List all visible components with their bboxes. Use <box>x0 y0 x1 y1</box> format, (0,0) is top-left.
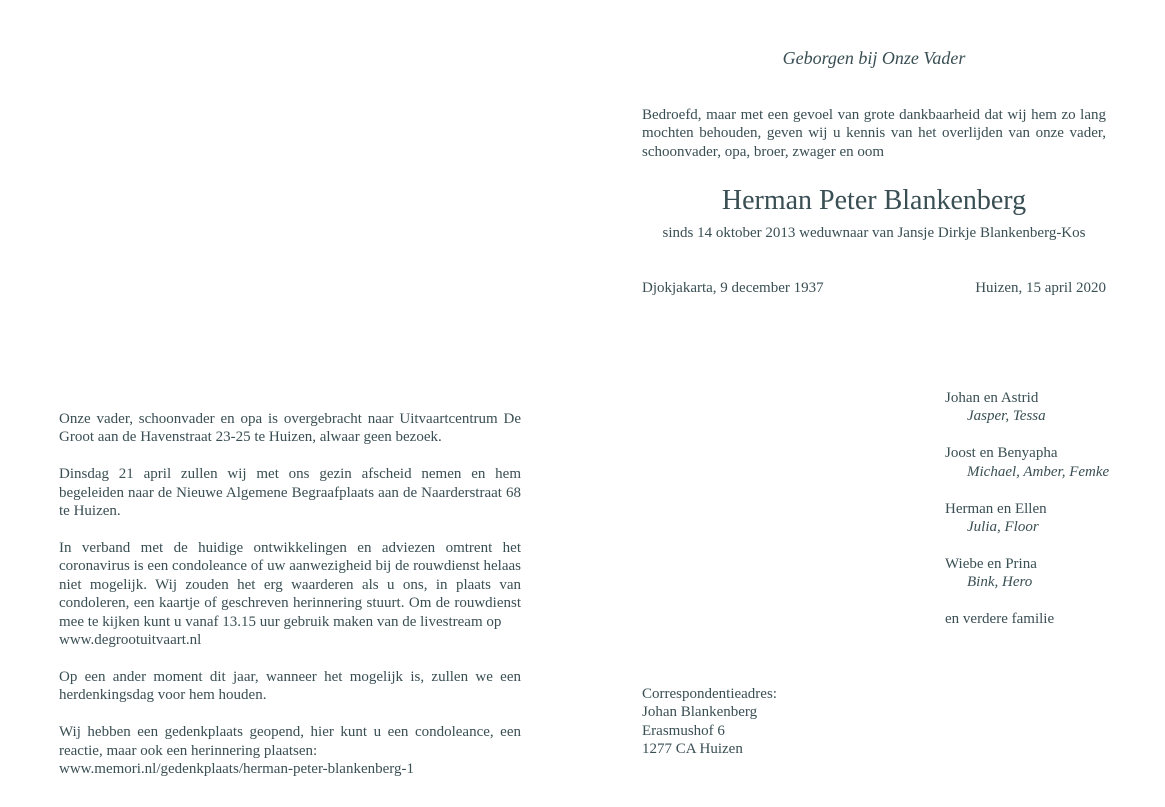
paragraph-corona-block <box>59 539 521 649</box>
motto: Geborgen bij Onze Vader <box>782 48 966 68</box>
paragraph-memorial-page: Wij hebben een gedenkplaats geopend, hier kunt u een condoleance, een reactie, maar ook een herinnering plaatsen: <box>59 724 521 759</box>
death-place-date: Huizen, 15 april 2020 <box>975 280 1106 296</box>
family-couple: Joost en Benyapha <box>945 445 1058 462</box>
correspondence-address <box>642 685 942 759</box>
family-children: Bink, Hero <box>967 574 1033 591</box>
family-closing: en verdere familie <box>945 611 1055 628</box>
family-item <box>945 444 1145 481</box>
paragraph-burial: Dinsdag 21 april zullen wij met ons gezin afscheid nemen en hem begeleiden naar de Nieuwe Algemene Begraafplaats aan de Naarderstraat 68 te Huizen. <box>59 466 521 520</box>
family-couple: Wiebe en Prina <box>945 555 1037 572</box>
paragraph-transfer: Onze vader, schoonvader en opa is overgebracht naar Uitvaartcentrum De Groot aan de Havenstraat 23-25 te Huizen, alwaar geen bezoek. <box>59 411 521 446</box>
family-children: Jasper, Tessa <box>967 408 1046 425</box>
correspondence-name: Johan Blankenberg <box>642 704 758 721</box>
family-list <box>945 389 1145 629</box>
correspondence-city: 1277 CA Huizen <box>642 741 743 758</box>
memorial-link[interactable]: www.memori.nl/gedenkplaats/herman-peter-blankenberg-1 <box>59 761 414 778</box>
family-item <box>945 500 1145 537</box>
family-item <box>945 555 1145 592</box>
paragraph-memorial-day: Op een ander moment dit jaar, wanneer het mogelijk is, zullen we een herdenkingsdag voor hem houden. <box>59 668 521 704</box>
paragraph-corona: In verband met de huidige ontwikkelingen en adviezen omtrent het coronavirus is een condoleance of uw aanwezigheid bij de rouwdienst helaas niet mogelijk. Wij zouden het erg waarderen als u ons, in plaats van condoleren, een kaartje of geschreven herinnering stuurt. Om de rouwdienst mee te kijken kunt u vanaf 13.15 uur gebruik maken van de livestream op <box>59 540 521 630</box>
family-children: Julia, Floor <box>967 519 1039 536</box>
family-couple: Johan en Astrid <box>945 390 1039 406</box>
deceased-name: Herman Peter Blankenberg <box>721 185 1027 216</box>
family-couple: Herman en Ellen <box>945 500 1047 517</box>
birth-place-date: Djokjakarta, 9 december 1937 <box>642 280 824 296</box>
paragraph-memorial-block <box>59 723 521 778</box>
correspondence-street: Erasmushof 6 <box>642 722 725 739</box>
livestream-link[interactable]: www.degrootuitvaart.nl <box>59 632 202 649</box>
intro-text: Bedroefd, maar met een gevoel van grote dankbaarheid dat wij hem zo lang mochten behouden, geven wij u kennis van het overlijden van onze vader, schoonvader, opa, broer, zwager en oom <box>642 107 1106 160</box>
family-item <box>945 389 1145 426</box>
announcement-details <box>59 410 521 779</box>
family-children: Michael, Amber, Femke <box>967 463 1110 480</box>
widower-subtitle: sinds 14 oktober 2013 weduwnaar van Jansje Dirkje Blankenberg-Kos <box>662 225 1086 241</box>
correspondence-label: Correspondentieadres: <box>642 686 777 702</box>
